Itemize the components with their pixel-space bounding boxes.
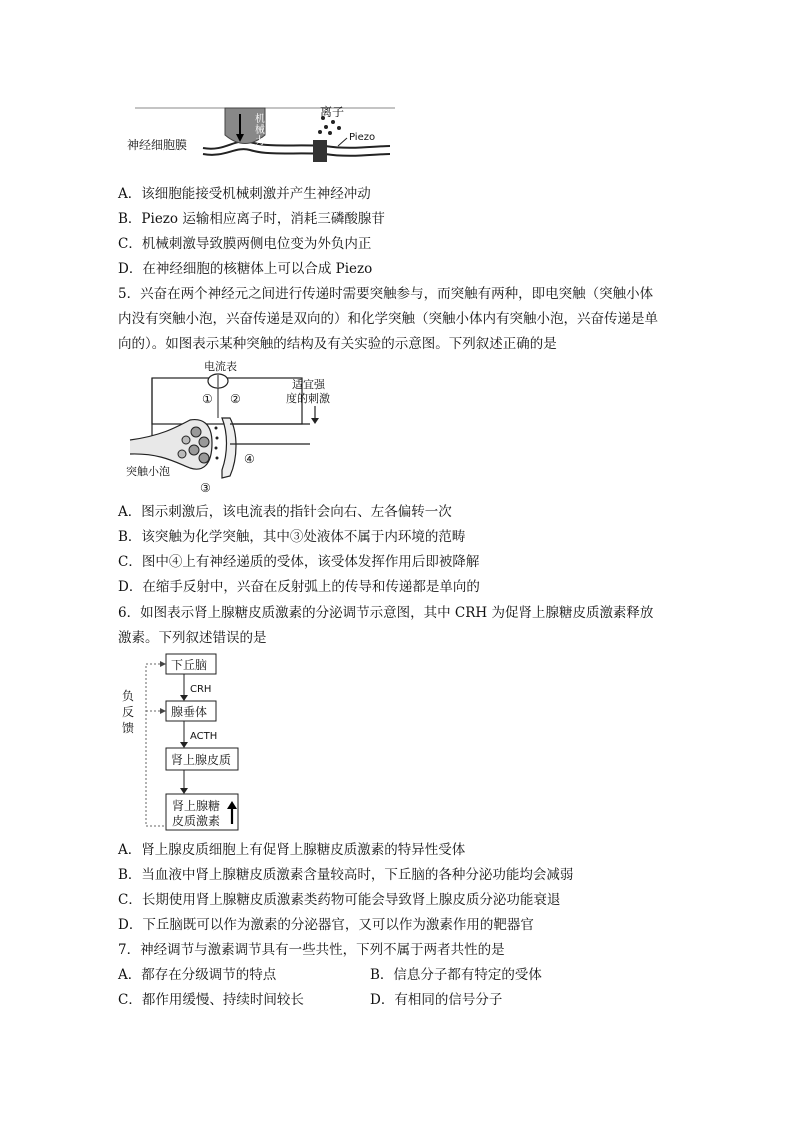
q5-marker-3: ③ (200, 481, 211, 495)
q4-figure (125, 100, 400, 170)
q6-stem-line-1: 6．如图表示肾上腺糖皮质激素的分泌调节示意图，其中 CRH 为促肾上腺糖皮质激素释放 (118, 605, 654, 621)
q4-option-c: C．机械刺激导致膜两侧电位变为外负内正 (118, 236, 372, 252)
q4-ion-label: 离子 (320, 105, 345, 119)
q6-box4-label-1: 肾上腺糖 (172, 799, 221, 813)
q4-option-d: D．在神经细胞的核糖体上可以合成 Piezo (118, 261, 373, 277)
q4-option-a: A．该细胞能接受机械刺激并产生神经冲动 (118, 186, 371, 202)
q7-stem: 7．神经调节与激素调节具有一些共性，下列不属于两者共性的是 (118, 942, 505, 958)
q5-stem-line-3: 向的）。如图表示某种突触的结构及有关实验的示意图。下列叙述正确的是 (118, 336, 557, 352)
q6-option-b: B．当血液中肾上腺糖皮质激素含量较高时，下丘脑的各种分泌功能均会减弱 (118, 867, 574, 883)
q6-arrow1-label: CRH (190, 684, 212, 695)
q5-stem-line-2: 内没有突触小泡，兴奋传递是双向的）和化学突触（突触小体内有突触小泡，兴奋传递是单 (118, 311, 658, 327)
q6-option-d: D．下丘脑既可以作为激素的分泌器官，又可以作为激素作用的靶器官 (118, 917, 534, 933)
q6-feedback-1: 负 (122, 689, 135, 703)
svg-text:械: 械 (255, 125, 265, 136)
q4-channel-label: Piezo (349, 132, 376, 143)
q5-stim-label-2: 度的刺激 (286, 392, 330, 405)
q6-stem-line-2: 激素。下列叙述错误的是 (118, 630, 267, 646)
q5-marker-2: ② (230, 392, 241, 406)
q4-membrane-label: 神经细胞膜 (127, 138, 188, 152)
q6-option-c: C．长期使用肾上腺糖皮质激素类药物可能会导致肾上腺皮质分泌功能衰退 (118, 892, 561, 908)
q5-synapse-figure (120, 358, 370, 498)
q5-option-d: D．在缩手反射中，兴奋在反射弧上的传导和传递都是单向的 (118, 579, 480, 595)
q7-option-d: D．有相同的信号分子 (370, 992, 503, 1008)
q5-marker-4: ④ (244, 452, 255, 466)
svg-text:机: 机 (255, 114, 265, 125)
q5-stim-label-1: 适宜强 (292, 378, 325, 391)
q6-feedback-2: 反 (122, 705, 135, 719)
q6-box1-label: 下丘脑 (171, 658, 208, 672)
q6-flowchart (116, 652, 256, 832)
q4-force-label (255, 112, 265, 147)
q5-stem-line-1: 5．兴奋在两个神经元之间进行传递时需要突触参与，而突触有两种，即电突触（突触小体 (118, 286, 654, 302)
q5-option-a: A．图示刺激后，该电流表的指针会向右、左各偏转一次 (118, 504, 452, 520)
q6-box2-label: 腺垂体 (171, 705, 208, 719)
q7-option-b: B．信息分子都有特定的受体 (370, 967, 542, 983)
q6-arrow2-label: ACTH (190, 731, 218, 742)
q7-option-a: A．都存在分级调节的特点 (118, 967, 277, 983)
svg-text:力: 力 (255, 136, 265, 147)
q5-meter-label: 电流表 (204, 360, 237, 373)
q4-option-b: B．Piezo 运输相应离子时，消耗三磷酸腺苷 (118, 211, 385, 227)
q5-marker-1: ① (202, 392, 213, 406)
q6-feedback-3: 馈 (122, 721, 135, 735)
q6-box3-label: 肾上腺皮质 (171, 753, 232, 767)
q5-option-c: C．图中④上有神经递质的受体，该受体发挥作用后即被降解 (118, 554, 480, 570)
q6-option-a: A．肾上腺皮质细胞上有促肾上腺糖皮质激素的特异性受体 (118, 842, 466, 858)
q6-box4-label-2: 皮质激素 (172, 814, 221, 828)
q7-option-c: C．都作用缓慢、持续时间较长 (118, 992, 304, 1008)
q5-vesicle-label: 突触小泡 (126, 465, 170, 478)
q5-option-b: B．该突触为化学突触，其中③处液体不属于内环境的范畴 (118, 529, 466, 545)
